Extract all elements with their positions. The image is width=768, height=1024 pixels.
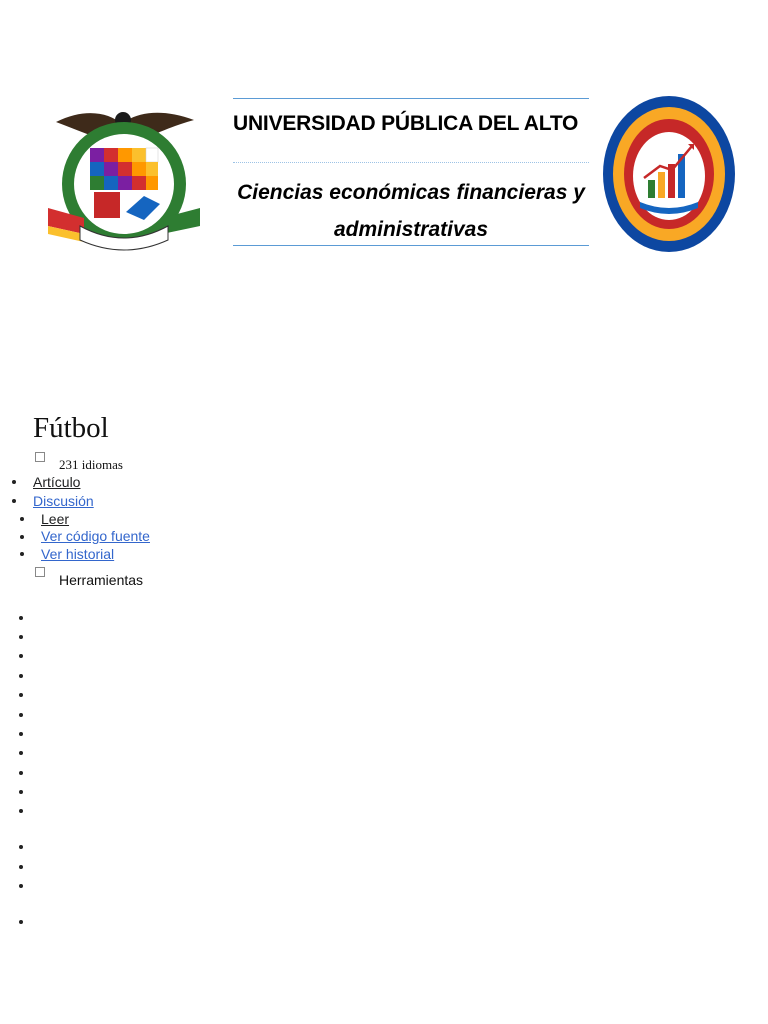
list-item (19, 693, 23, 697)
faculty-name (233, 174, 589, 248)
tab-discussion[interactable]: Discusión (33, 493, 94, 509)
bullet (12, 480, 16, 484)
list-item (19, 674, 23, 678)
bullet (12, 499, 16, 503)
languages-checkbox[interactable] (35, 452, 45, 462)
list-item (19, 616, 23, 620)
list-item (19, 884, 23, 888)
list-item (19, 920, 23, 924)
tools-menu[interactable]: Herramientas (59, 572, 144, 588)
faculty-line-1: Ciencias económicas financieras y (237, 181, 585, 204)
university-name: UNIVERSIDAD PÚBLICA DEL ALTO (233, 112, 579, 135)
list-item (19, 654, 23, 658)
list-item (19, 790, 23, 794)
faculty-logo (600, 92, 738, 256)
tab-view-history[interactable]: Ver historial (41, 546, 115, 562)
header-top-rule (233, 98, 589, 99)
list-item (19, 635, 23, 639)
tab-read[interactable]: Leer (41, 511, 70, 527)
languages-count[interactable]: 231 idiomas (59, 457, 123, 472)
list-item (19, 732, 23, 736)
bullet (20, 552, 24, 556)
tab-view-source[interactable]: Ver código fuente (41, 528, 150, 544)
faculty-line-2: administrativas (333, 218, 489, 241)
bullet (20, 517, 24, 521)
list-item (19, 771, 23, 775)
list-item (19, 713, 23, 717)
bullet (20, 535, 24, 539)
list-item (19, 845, 23, 849)
page-title: Fútbol (33, 412, 109, 444)
tab-article[interactable]: Artículo (33, 474, 81, 490)
tools-checkbox[interactable] (35, 567, 45, 577)
header-divider (233, 162, 589, 163)
list-item (19, 751, 23, 755)
header-bottom-rule (233, 245, 589, 246)
upea-logo (44, 100, 202, 260)
list-item (19, 865, 23, 869)
list-item (19, 809, 23, 813)
